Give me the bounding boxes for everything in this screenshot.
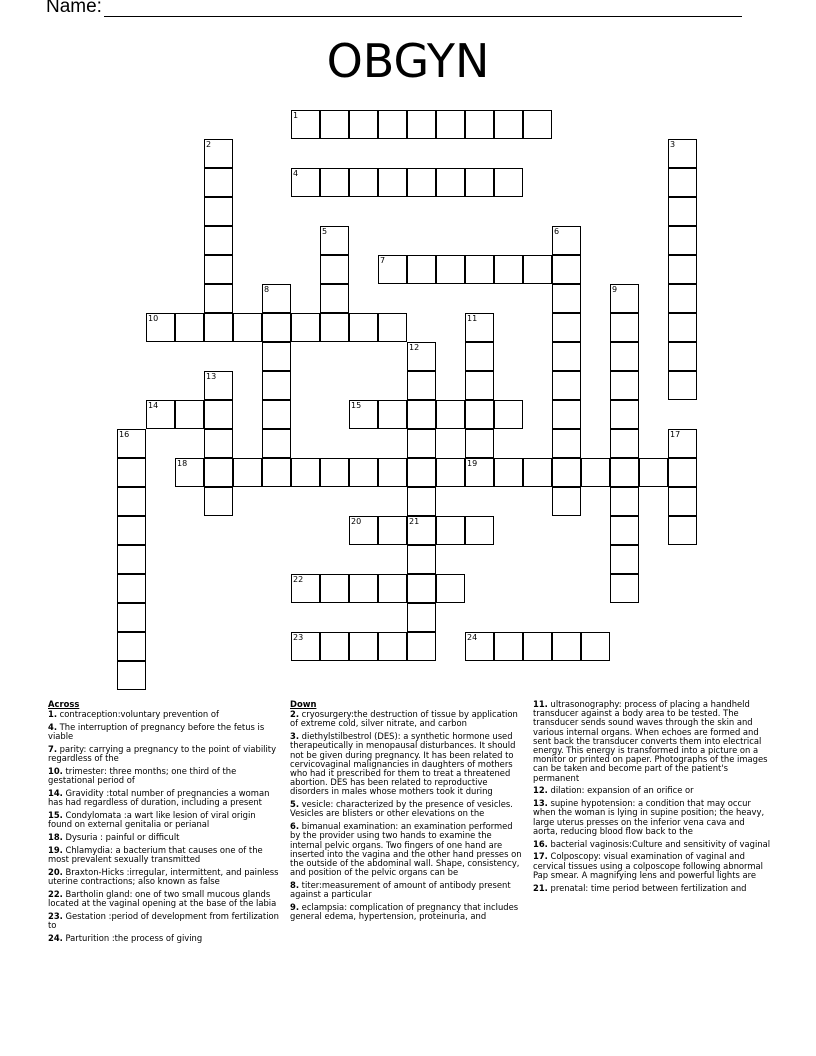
clue-item [48, 767, 280, 785]
grid-cell[interactable] [668, 284, 697, 313]
clue-item-number: 16. [533, 838, 548, 849]
clue-item-number: 17. [533, 851, 548, 862]
clue-number: 16 [119, 430, 130, 439]
clue-item-text: prenatal: time period between fertilization and [547, 882, 747, 893]
clue-number: 3 [670, 140, 676, 149]
grid-cell[interactable] [668, 197, 697, 226]
grid-cell[interactable] [349, 632, 378, 661]
clue-item [533, 884, 771, 893]
clue-item-text: bacterial vaginosis:Culture and sensitivity of vaginal [547, 838, 771, 849]
grid-cell[interactable] [378, 400, 407, 429]
grid-cell[interactable] [407, 487, 436, 516]
grid-cell[interactable] [610, 313, 639, 342]
grid-cell[interactable] [465, 255, 494, 284]
clue-item-number: 5. [290, 799, 300, 810]
clue-item-number: 21. [533, 882, 548, 893]
grid-cell[interactable] [320, 284, 349, 313]
grid-cell[interactable] [523, 110, 552, 139]
grid-cell[interactable] [552, 342, 581, 371]
grid-cell[interactable] [175, 400, 204, 429]
grid-cell[interactable] [581, 458, 610, 487]
clue-item-text: ultrasonography: process of placing a handheld transducer against a body area to be tested. The transducer sends sound waves through the skin and various internal organs. When echoes are formed and sent back the transducer converts them into electrical energy. This energy is transformed into a picture on a monitor or printed on paper. Photographs of the images can be taken and become part of the patient's permanent [533, 699, 768, 783]
clue-item-text: contraception:voluntary prevention of [57, 709, 219, 720]
clue-number: 21 [409, 517, 420, 526]
grid-cell[interactable] [117, 516, 146, 545]
clue-number: 17 [670, 430, 681, 439]
grid-cell[interactable] [204, 487, 233, 516]
clue-item-number: 20. [48, 866, 63, 877]
grid-cell[interactable] [175, 313, 204, 342]
clue-item-number: 11. [533, 699, 548, 709]
grid-cell[interactable] [204, 168, 233, 197]
grid-cell[interactable] [465, 342, 494, 371]
down-heading: Down [290, 699, 317, 709]
grid-cell[interactable] [668, 255, 697, 284]
grid-cell[interactable] [320, 313, 349, 342]
grid-cell[interactable] [378, 574, 407, 603]
grid-cell[interactable] [233, 313, 262, 342]
grid-cell[interactable] [378, 458, 407, 487]
grid-cell[interactable] [436, 574, 465, 603]
grid-cell[interactable] [291, 313, 320, 342]
clue-item [533, 799, 771, 836]
clue-item-number: 19. [48, 844, 63, 855]
clue-item-number: 3. [290, 731, 300, 742]
grid-cell[interactable] [117, 458, 146, 487]
grid-cell[interactable] [610, 400, 639, 429]
grid-cell[interactable] [494, 458, 523, 487]
clue-number: 11 [467, 314, 478, 323]
grid-cell[interactable] [436, 400, 465, 429]
grid-cell[interactable] [262, 371, 291, 400]
grid-cell[interactable] [378, 632, 407, 661]
clue-item-number: 10. [48, 766, 63, 776]
clue-item [533, 840, 771, 849]
across-clues [48, 700, 280, 947]
grid-cell[interactable] [349, 458, 378, 487]
clue-number: 18 [177, 459, 188, 468]
grid-cell[interactable] [378, 313, 407, 342]
clue-number: 6 [554, 227, 560, 236]
grid-cell[interactable] [668, 516, 697, 545]
grid-cell[interactable] [639, 458, 668, 487]
grid-cell[interactable] [668, 458, 697, 487]
clue-item-number: 2. [290, 709, 300, 720]
grid-cell[interactable] [204, 255, 233, 284]
clue-number: 24 [467, 633, 478, 642]
grid-cell[interactable] [552, 313, 581, 342]
clue-item-text: trimester: three months; one third of the gestational period of [48, 766, 237, 786]
clue-item-text: Dysuria : painful or difficult [62, 832, 180, 842]
grid-cell[interactable] [668, 487, 697, 516]
grid-cell[interactable] [407, 110, 436, 139]
clue-item-text: Chlamydia: a bacterium that causes one of the most prevalent sexually transmitted [48, 844, 263, 864]
clue-item [48, 868, 280, 886]
clue-item-text: supine hypotension: a condition that may occur when the woman is lying in supine position; the heavy, large uterus presses on the inferior vena cava and aorta, reducing blood flow back to the [533, 798, 765, 836]
clue-number: 19 [467, 459, 478, 468]
grid-cell[interactable] [349, 313, 378, 342]
clue-item [290, 822, 524, 877]
grid-cell[interactable] [581, 632, 610, 661]
grid-cell[interactable] [552, 458, 581, 487]
grid-cell[interactable] [494, 632, 523, 661]
grid-cell[interactable] [117, 603, 146, 632]
clue-number: 9 [612, 285, 618, 294]
grid-cell[interactable] [465, 110, 494, 139]
grid-cell[interactable] [320, 168, 349, 197]
grid-cell[interactable] [320, 632, 349, 661]
grid-cell[interactable] [407, 400, 436, 429]
clue-item-text: bimanual examination: an examination performed by the provider using two hands to examine the internal pelvic organs. Two fingers of one hand are inserted into the vagina and the other hand presses on the outside of the abdominal wall. Shape, consistency, and position of the pelvic organs can be [290, 821, 522, 878]
grid-cell[interactable] [436, 516, 465, 545]
clue-item-text: Gestation :period of development from fertilization to [48, 910, 279, 930]
clue-item [48, 710, 280, 719]
clue-item [290, 710, 524, 728]
clue-number: 10 [148, 314, 159, 323]
clue-item-number: 22. [48, 888, 63, 899]
clue-item [533, 700, 771, 783]
grid-cell[interactable] [407, 545, 436, 574]
grid-cell[interactable] [552, 284, 581, 313]
grid-cell[interactable] [552, 487, 581, 516]
grid-cell[interactable] [668, 371, 697, 400]
grid-cell[interactable] [117, 487, 146, 516]
clue-item [48, 789, 280, 807]
clue-item [48, 811, 280, 829]
clue-number: 15 [351, 401, 362, 410]
clue-item [533, 786, 771, 795]
clue-number: 8 [264, 285, 270, 294]
grid-cell[interactable] [233, 458, 262, 487]
clue-item-text: Gravidity :total number of pregnancies a woman has had regardless of duration, including a present [48, 788, 270, 808]
clue-item-text: dilation: expansion of an orifice or [547, 785, 694, 796]
clue-item-number: 13. [533, 798, 548, 809]
grid-cell[interactable] [349, 110, 378, 139]
grid-cell[interactable] [262, 342, 291, 371]
clue-item-text: Parturition :the process of giving [62, 932, 203, 943]
clue-item-number: 9. [290, 902, 300, 913]
clue-item-number: 1. [48, 709, 58, 720]
clue-number: 1 [293, 111, 299, 120]
grid-cell[interactable] [378, 110, 407, 139]
grid-cell[interactable] [117, 545, 146, 574]
clue-item-text: vesicle: characterized by the presence of vesicles. Vesicles are blisters or other elevations on the [290, 799, 513, 819]
grid-cell[interactable] [117, 661, 146, 690]
clue-item-number: 4. [48, 722, 58, 732]
grid-cell[interactable] [407, 371, 436, 400]
grid-cell[interactable] [552, 255, 581, 284]
grid-cell[interactable] [262, 313, 291, 342]
clue-number: 12 [409, 343, 420, 352]
clue-item-number: 24. [48, 932, 63, 943]
clue-item [48, 833, 280, 842]
grid-cell[interactable] [610, 342, 639, 371]
grid-cell[interactable] [523, 458, 552, 487]
grid-cell[interactable] [320, 458, 349, 487]
grid-cell[interactable] [204, 226, 233, 255]
grid-cell[interactable] [204, 400, 233, 429]
clue-item-number: 23. [48, 910, 63, 921]
clue-number: 14 [148, 401, 159, 410]
grid-cell[interactable] [523, 632, 552, 661]
grid-cell[interactable] [204, 313, 233, 342]
grid-cell[interactable] [204, 429, 233, 458]
clue-number: 7 [380, 256, 386, 265]
grid-cell[interactable] [494, 168, 523, 197]
across-heading: Across [48, 699, 80, 709]
clue-item-number: 12. [533, 785, 548, 796]
grid-cell[interactable] [204, 284, 233, 313]
grid-cell[interactable] [378, 168, 407, 197]
grid-cell[interactable] [610, 574, 639, 603]
grid-cell[interactable] [291, 458, 320, 487]
grid-cell[interactable] [320, 110, 349, 139]
grid-cell[interactable] [320, 255, 349, 284]
clue-item-text: Condylomata :a wart like lesion of viral origin found on external genitalia or perianal [48, 810, 256, 830]
grid-cell[interactable] [407, 632, 436, 661]
grid-cell[interactable] [378, 516, 407, 545]
grid-cell[interactable] [436, 110, 465, 139]
grid-cell[interactable] [436, 458, 465, 487]
grid-cell[interactable] [465, 516, 494, 545]
grid-cell[interactable] [465, 400, 494, 429]
grid-cell[interactable] [494, 110, 523, 139]
clue-item [290, 903, 524, 921]
grid-cell[interactable] [407, 168, 436, 197]
clue-item [48, 745, 280, 763]
grid-cell[interactable] [117, 574, 146, 603]
clue-item-number: 15. [48, 810, 63, 820]
grid-cell[interactable] [407, 429, 436, 458]
clue-number: 4 [293, 169, 299, 178]
clue-item [48, 846, 280, 864]
grid-cell[interactable] [523, 255, 552, 284]
grid-cell[interactable] [117, 632, 146, 661]
grid-cell[interactable] [407, 603, 436, 632]
clue-item [48, 890, 280, 908]
grid-cell[interactable] [494, 400, 523, 429]
clue-item-number: 7. [48, 744, 58, 754]
clue-item-text: Colposcopy: visual examination of vaginal and cervical tissues using a colposcope following abnormal Pap smear. A magnifying lens and powerful lights are [533, 851, 763, 880]
grid-cell[interactable] [436, 168, 465, 197]
clue-item-number: 8. [290, 880, 300, 891]
clue-item-text: The interruption of pregnancy before the fetus is viable [48, 722, 265, 742]
grid-cell[interactable] [262, 400, 291, 429]
clue-number: 13 [206, 372, 217, 381]
clue-item [48, 912, 280, 930]
grid-cell[interactable] [610, 371, 639, 400]
grid-cell[interactable] [668, 342, 697, 371]
clue-item [48, 723, 280, 741]
grid-cell[interactable] [552, 371, 581, 400]
grid-cell[interactable] [465, 371, 494, 400]
grid-cell[interactable] [407, 574, 436, 603]
clue-number: 5 [322, 227, 328, 236]
grid-cell[interactable] [407, 458, 436, 487]
clue-item-text: titer:measurement of amount of antibody present against a particular [290, 880, 511, 900]
clue-number: 2 [206, 140, 212, 149]
grid-cell[interactable] [552, 400, 581, 429]
clue-number: 20 [351, 517, 362, 526]
grid-cell[interactable] [494, 255, 523, 284]
clue-item-text: cryosurgery:the destruction of tissue by application of extreme cold, silver nitrate, and carbon [290, 709, 518, 729]
grid-cell[interactable] [610, 429, 639, 458]
grid-cell[interactable] [552, 429, 581, 458]
clue-item-text: parity: carrying a pregnancy to the point of viability regardless of the [48, 744, 277, 764]
grid-cell[interactable] [610, 545, 639, 574]
grid-cell[interactable] [610, 458, 639, 487]
grid-cell[interactable] [668, 168, 697, 197]
clue-item [290, 732, 524, 796]
clue-item [533, 852, 771, 880]
name-label: Name: [46, 0, 102, 17]
grid-cell[interactable] [262, 429, 291, 458]
clue-item-number: 18. [48, 832, 63, 842]
clue-item-text: diethylstilbestrol (DES): a synthetic hormone used therapeutically in menopausal disturbances. It should not be given during pregnancy. It has been related to cervicovaginal malignancies in daughters of mothers who had it prescribed for them to treat a threatened abortion. DES has been related to reproductive disorders in males whose mothers took it during [290, 731, 516, 797]
grid-cell[interactable] [320, 574, 349, 603]
grid-cell[interactable] [204, 197, 233, 226]
grid-cell[interactable] [204, 458, 233, 487]
down-clues [290, 700, 524, 925]
grid-cell[interactable] [436, 255, 465, 284]
clue-item-text: eclampsia: complication of pregnancy that includes general edema, hypertension, proteinuria, and [290, 902, 519, 922]
grid-cell[interactable] [262, 458, 291, 487]
grid-cell[interactable] [668, 313, 697, 342]
clue-item [290, 800, 524, 818]
page-title: OBGYN [326, 34, 490, 88]
clue-item-number: 6. [290, 821, 300, 832]
clue-item-text: Bartholin gland: one of two small mucous glands located at the vaginal opening at the base of the labia [48, 888, 277, 908]
grid-cell[interactable] [407, 255, 436, 284]
clue-number: 23 [293, 633, 304, 642]
clue-number: 22 [293, 575, 304, 584]
clue-item-text: Braxton-Hicks :irregular, intermittent, and painless uterine contractions; also known as false [48, 866, 279, 886]
clue-item-number: 14. [48, 788, 63, 798]
clue-item [290, 881, 524, 899]
down-clues-continued [533, 700, 771, 896]
grid-cell[interactable] [465, 168, 494, 197]
clue-item [48, 934, 280, 943]
grid-cell[interactable] [465, 429, 494, 458]
grid-cell[interactable] [610, 487, 639, 516]
grid-cell[interactable] [349, 168, 378, 197]
grid-cell[interactable] [552, 632, 581, 661]
grid-cell[interactable] [349, 574, 378, 603]
grid-cell[interactable] [610, 516, 639, 545]
grid-cell[interactable] [668, 226, 697, 255]
